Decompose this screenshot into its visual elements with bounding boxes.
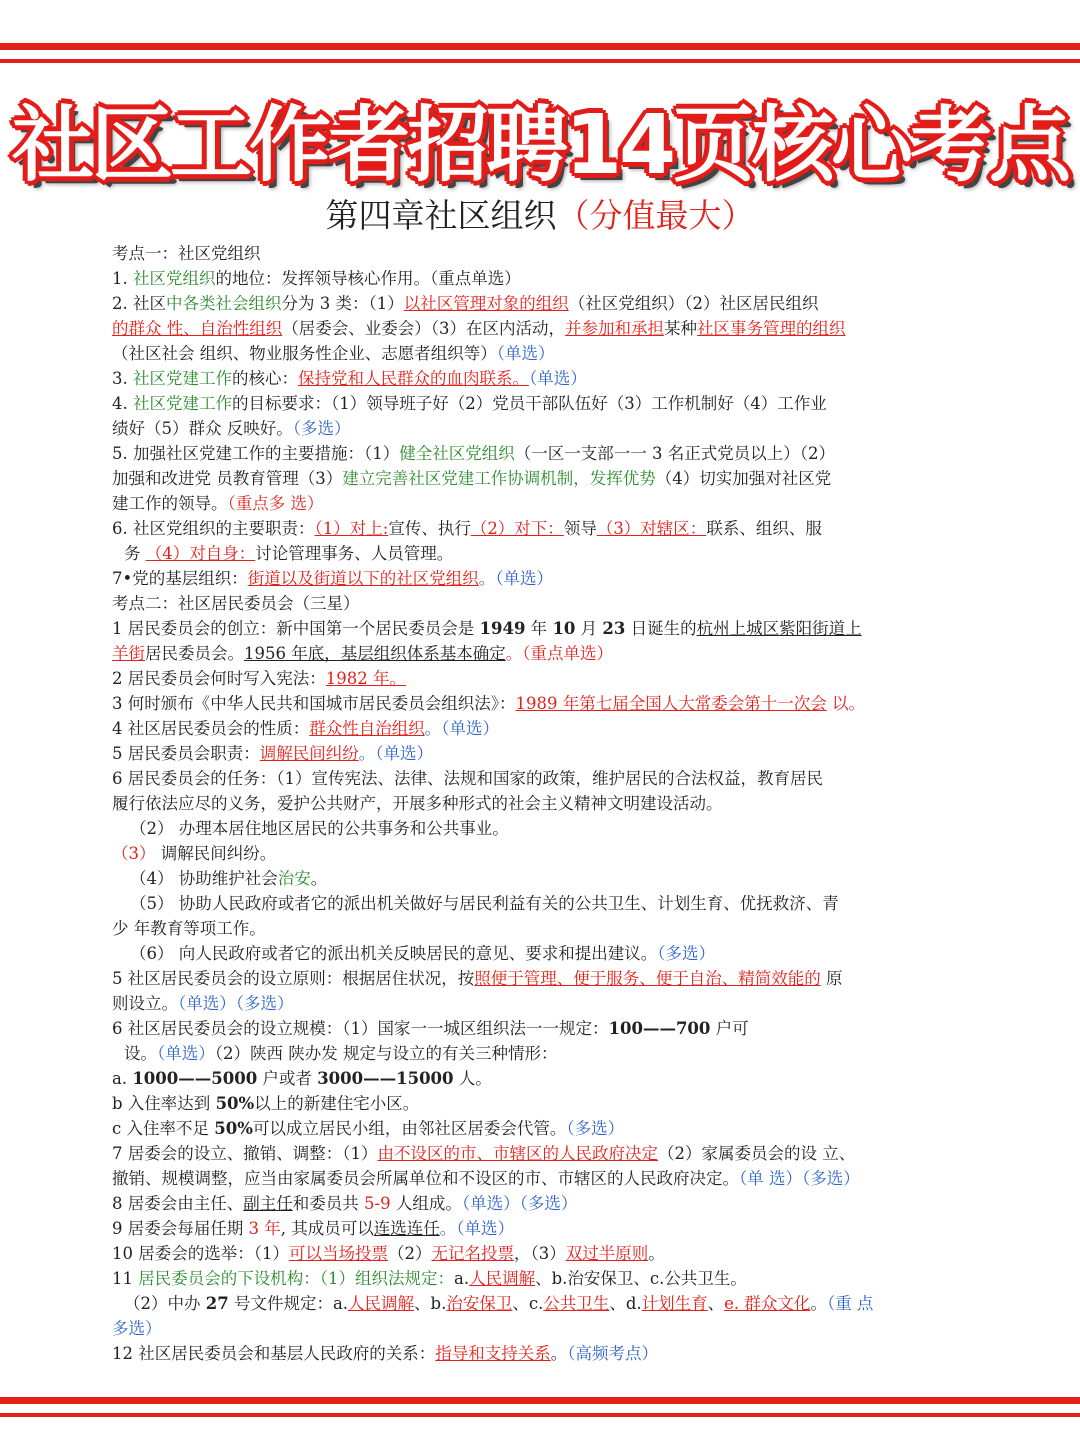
note-text-segment: （单选）	[157, 1044, 215, 1063]
note-text-segment: 。	[810, 1294, 827, 1313]
note-text-segment: （多选）	[566, 1119, 625, 1138]
note-line	[112, 1066, 942, 1091]
note-text-segment: 双过半原则	[565, 1244, 649, 1263]
note-text-segment: 联系、组织、服	[706, 519, 822, 538]
chapter-note: （分值最大）	[556, 196, 755, 235]
note-text-segment: 社区党建工作	[133, 394, 232, 413]
note-text-segment: （高频考点）	[567, 1344, 658, 1363]
note-text-segment: 10 居委会的选举：（1）	[112, 1244, 289, 1263]
note-line	[112, 941, 942, 966]
note-text-segment: 。	[648, 1244, 665, 1263]
note-text-segment: 羊街	[112, 644, 145, 663]
note-line	[112, 1041, 942, 1066]
note-text-segment: 公共卫生	[543, 1294, 610, 1313]
note-text-segment: 连选连任	[373, 1219, 440, 1238]
note-text-segment: 。（单选）	[478, 569, 553, 588]
note-text-segment: 3.	[112, 369, 133, 388]
note-text-segment: 6. 社区党组织的主要职责：	[112, 519, 315, 538]
note-text-segment: 居民委员会的下设机构：（1）组织法规定：	[138, 1269, 454, 1288]
note-line	[112, 766, 942, 791]
note-text-segment: （2）对下：	[470, 519, 564, 538]
top-red-stripe-thick	[0, 43, 1080, 50]
note-text-segment: 的地位：发挥领导核心作用。（重点单选）	[215, 269, 521, 288]
note-text-segment: （居委会、业委会）（3）在区内活动，	[282, 319, 565, 338]
note-text-segment: a.	[112, 1069, 133, 1088]
note-line	[112, 1091, 942, 1116]
note-text-segment: （单选）	[496, 344, 555, 363]
note-text-segment: 治安	[277, 869, 311, 888]
note-text-segment: 照便于管理、便于服务、便于自治、精简效能的	[474, 969, 821, 988]
note-text-segment: 人民调解	[348, 1294, 415, 1313]
note-line	[112, 691, 942, 716]
note-text-segment: 中各类社会组织	[166, 294, 282, 313]
note-line	[112, 1216, 942, 1241]
note-text-segment: 可以当场投票	[289, 1244, 388, 1263]
note-text-segment: 的核心：	[232, 369, 298, 388]
note-text-segment: 1000——5000	[132, 1069, 258, 1088]
note-line	[112, 991, 942, 1016]
note-text-segment: 杭州上城区紫阳街道上	[696, 619, 862, 638]
note-text-segment: 建工作的领导。	[112, 494, 228, 513]
note-text-segment: 街道以及街道以下的社区党组织	[247, 569, 479, 588]
note-text-segment: 1982 年。	[325, 669, 406, 688]
note-text-segment: （2） 办理本居住地区居民的公共事务和公共事业。	[130, 819, 509, 838]
note-text-segment: 7•党的基层组织：	[112, 569, 248, 588]
note-text-segment: 。（单选）	[439, 1219, 514, 1238]
note-line	[112, 241, 942, 266]
note-line	[112, 591, 942, 616]
note-text-segment: （3）	[112, 844, 156, 863]
note-line	[112, 816, 942, 841]
note-line	[112, 1341, 942, 1366]
note-text-segment: e. 群众文化	[724, 1294, 811, 1313]
note-text-segment: 5 居民委员会职责：	[112, 744, 260, 763]
note-text-segment: 以上的新建住宅小区。	[254, 1094, 420, 1113]
notes-body	[112, 241, 942, 1366]
note-text-segment: 、b.治安保卫、c.公共卫生。	[535, 1269, 747, 1288]
note-text-segment: 2. 社区	[112, 294, 166, 313]
note-text-segment: 的目标要求：（1）领导班子好（2）党员干部队伍好（3）工作机制好（4）工作业	[232, 394, 827, 413]
note-text-segment: 27	[205, 1294, 229, 1313]
note-text-segment: 23	[602, 619, 626, 638]
note-text-segment: 讨论管理事务、人员管理。	[255, 544, 454, 563]
note-text-segment: 2 居民委员会何时写入宪法：	[112, 669, 326, 688]
note-text-segment: 1956 年底，基层组织体系基本确定	[244, 644, 506, 663]
note-text-segment: （社区社会 组织、物业服务性企业、志愿者组织等）	[112, 344, 497, 363]
note-line	[112, 291, 942, 316]
note-text-segment: 9 居委会每届任期	[112, 1219, 249, 1238]
note-text-segment: 1 居民委员会的创立：新中国第一个居民委员会是	[112, 619, 480, 638]
note-text-segment: 户或者	[257, 1069, 318, 1088]
note-line	[112, 666, 942, 691]
note-text-segment: （2）家属委员会的设 立、	[658, 1144, 856, 1163]
note-text-segment: 50%	[214, 1119, 253, 1138]
note-text-segment: （多选）	[657, 944, 715, 963]
note-line	[112, 541, 942, 566]
note-text-segment: 1949	[479, 619, 526, 638]
note-text-segment: 多选）	[112, 1319, 162, 1338]
note-text-segment: 可以成立居民小组，由邻社区居委会代管。	[252, 1119, 567, 1138]
note-line	[112, 566, 942, 591]
note-line	[112, 916, 942, 941]
chapter-heading	[0, 190, 1080, 237]
note-line	[112, 316, 942, 341]
note-line	[112, 1016, 942, 1041]
note-text-segment: （单选）（多选）	[461, 1194, 578, 1213]
note-text-segment: （2）中办	[124, 1294, 206, 1313]
note-text-segment: 无记名投票	[431, 1244, 514, 1263]
note-text-segment: （4） 协助维护社会	[130, 869, 278, 888]
note-text-segment: 并参加和承担	[565, 319, 664, 338]
note-text-segment: 日诞生的	[625, 619, 697, 638]
note-text-segment: 11	[112, 1269, 139, 1288]
note-text-segment: 务	[124, 544, 146, 563]
note-line	[112, 1241, 942, 1266]
note-text-segment: 撤销、规模调整，应当由家属委员会所属单位和不设区的市、市辖区的人民政府决定。	[112, 1169, 739, 1188]
note-text-segment: （4）切实加强对社区党	[655, 469, 832, 488]
note-text-segment: 、c.	[512, 1294, 544, 1313]
note-line	[112, 1141, 942, 1166]
note-text-segment: （多选）	[292, 419, 351, 438]
note-text-segment: 建立完善社区党建工作协调机制，发挥优势	[342, 469, 656, 488]
note-line	[112, 366, 942, 391]
note-text-segment: 6 居民委员会的任务：（1）宣传宪法、法律、法规和国家的政策，维护居民的合法权益，教育居民	[112, 769, 823, 788]
note-line	[112, 391, 942, 416]
note-line	[112, 441, 942, 466]
note-line	[112, 966, 942, 991]
note-text-segment: 治安保卫	[446, 1294, 513, 1313]
note-text-segment: 1.	[112, 269, 133, 288]
note-text-segment: a.	[454, 1269, 470, 1288]
note-text-segment: 。	[310, 869, 328, 888]
note-text-segment: 以社区管理对象的组织	[403, 294, 569, 313]
note-text-segment: 月	[575, 619, 603, 638]
note-text-segment: 加强和改进党 员教育管理（3）	[112, 469, 343, 488]
note-line	[112, 616, 942, 641]
chapter-title: 第四章社区组织	[325, 196, 557, 235]
note-line	[112, 516, 942, 541]
note-text-segment: （1）对上:	[314, 519, 389, 538]
note-text-segment: c 入住率不足	[112, 1119, 215, 1138]
note-text-segment: 健全社区党组织	[399, 444, 515, 463]
note-text-segment: , 其成员可以	[280, 1219, 374, 1238]
note-text-segment: 则设立。	[112, 994, 178, 1013]
note-text-segment: 由不设区的市、市辖区的人民政府决定	[377, 1144, 658, 1163]
note-text-segment: 考点二：社区居民委员会（三星）	[112, 594, 360, 613]
note-text-segment: 、d.	[609, 1294, 642, 1313]
note-text-segment: 4.	[112, 394, 133, 413]
note-text-segment: 3000——15000	[317, 1069, 454, 1088]
note-text-segment: 8 居委会由主任、	[112, 1194, 244, 1213]
note-text-segment: 50%	[215, 1094, 255, 1113]
note-text-segment: b 入住率达到	[112, 1094, 216, 1113]
note-text-segment: 居民委员会。	[145, 644, 244, 663]
note-text-segment: 3 何时颁布《中华人民共和国城市居民委员会组织法》：	[112, 694, 516, 713]
note-text-segment: 5 社区居民委员会的设立原则：根据居住状况，按	[112, 969, 475, 988]
note-text-segment: 12 社区居民委员会和基层人民政府的关系：	[112, 1344, 436, 1363]
note-text-segment: 以。	[826, 694, 865, 713]
note-text-segment: 4 社区居民委员会的性质：	[112, 719, 310, 738]
note-text-segment: 和委员共	[292, 1194, 364, 1213]
note-text-segment: 群众性自治组织	[309, 719, 425, 738]
note-text-segment: 宣传、执行	[388, 519, 471, 538]
note-text-segment: ，（3）	[514, 1244, 566, 1263]
note-text-segment: 绩好（5）群众 反映好。	[112, 419, 293, 438]
note-text-segment: （单 选）（多选）	[739, 1169, 860, 1188]
note-text-segment: 履行依法应尽的义务，爱护公共财产，开展多种形式的社会主义精神文明建设活动。	[112, 794, 723, 813]
note-text-segment: 的群众 性、自治性组织	[112, 319, 283, 338]
note-line	[112, 891, 942, 916]
note-line	[112, 791, 942, 816]
note-text-segment: （一区一支部一一 3 名正式党员以上）（2）	[514, 444, 835, 463]
note-text-segment: 考点一：社区党组织	[112, 244, 261, 263]
note-text-segment: 调解民间纠纷。	[155, 844, 277, 863]
note-text-segment: 人组成。	[390, 1194, 462, 1213]
note-line	[112, 741, 942, 766]
note-line	[112, 1191, 942, 1216]
note-text-segment: 领导	[563, 519, 597, 538]
note-text-segment: 6 社区居民委员会的设立规模：（1）国家一一城区组织法一一规定：	[112, 1019, 609, 1038]
note-text-segment: （2）	[388, 1244, 432, 1263]
note-line	[112, 641, 942, 666]
note-text-segment: 户可	[710, 1019, 749, 1038]
note-text-segment: 3 年	[248, 1219, 281, 1238]
note-text-segment: （2）陕西 陕办发 规定与设立的有关三种情形：	[214, 1044, 558, 1063]
note-text-segment: 、	[707, 1294, 725, 1313]
note-line	[112, 1291, 942, 1316]
note-text-segment: （4）对自身：	[145, 544, 256, 563]
note-text-segment: 5. 加强社区党建工作的主要措施：（1）	[112, 444, 400, 463]
note-text-segment: 。	[550, 1344, 568, 1363]
note-line	[112, 1266, 942, 1291]
note-text-segment: 10	[552, 619, 576, 638]
note-line	[112, 1316, 942, 1341]
note-text-segment: 设。	[124, 1044, 157, 1063]
note-text-segment: 指导和支持关系	[435, 1344, 551, 1363]
note-line	[112, 491, 942, 516]
note-text-segment: 调解民间纠纷	[259, 744, 359, 763]
note-text-segment: 人民调解	[469, 1269, 536, 1288]
note-line	[112, 1116, 942, 1141]
note-text-segment: 原	[820, 969, 843, 988]
note-text-segment: 。（单选）	[424, 719, 499, 738]
note-line	[112, 716, 942, 741]
banner-title: 社区工作者招聘14页核心考点	[11, 98, 1069, 193]
note-text-segment: 5-9	[364, 1194, 391, 1213]
top-red-stripe-thin	[0, 59, 1080, 63]
note-text-segment: （单选）	[529, 369, 587, 388]
note-text-segment: （单选）（多选）	[178, 994, 294, 1013]
note-text-segment: 社区党建工作	[133, 369, 232, 388]
note-text-segment: 分为 3 类：（1）	[281, 294, 404, 313]
note-text-segment: 年	[525, 619, 553, 638]
note-text-segment: 少 年教育等项工作。	[112, 919, 266, 938]
note-text-segment: 1989 年第七届全国人大常委会第十一次会	[515, 694, 827, 713]
note-text-segment: 。（单选）	[358, 744, 433, 763]
note-text-segment: （重 点	[826, 1294, 874, 1313]
bottom-red-stripe-thick	[0, 1397, 1080, 1404]
note-text-segment: 社区事务管理的组织	[697, 319, 846, 338]
note-line	[112, 266, 942, 291]
note-text-segment: 计划生育	[641, 1294, 708, 1313]
note-text-segment: （6） 向人民政府或者它的派出机关反映居民的意见、要求和提出建议。	[130, 944, 658, 963]
note-text-segment: 人。	[453, 1069, 492, 1088]
note-line	[112, 866, 942, 891]
note-line	[112, 466, 942, 491]
note-text-segment: 副主任	[243, 1194, 293, 1213]
note-text-segment: 某种	[664, 319, 697, 338]
note-text-segment: 。（重点单选）	[505, 644, 613, 663]
note-text-segment: （5） 协助人民政府或者它的派出机关做好与居民利益有关的公共卫生、计划生育、优抚救济、青	[130, 894, 839, 913]
note-text-segment: 保持党和人民群众的血肉联系。	[298, 369, 529, 388]
note-text-segment: 100——700	[608, 1019, 711, 1038]
note-line	[112, 341, 942, 366]
note-text-segment: 号文件规定：a.	[228, 1294, 349, 1313]
bottom-red-stripe-thin	[0, 1413, 1080, 1417]
note-text-segment: （社区党组织）（2）社区居民组织	[568, 294, 819, 313]
note-text-segment: 社区党组织	[133, 269, 216, 288]
note-text-segment: （3）对辖区：	[596, 519, 707, 538]
note-text-segment: （重点多 选）	[227, 494, 324, 513]
note-text-segment: 7 居委会的设立、撤销、调整：（1）	[112, 1144, 378, 1163]
note-text-segment: 、b.	[414, 1294, 447, 1313]
note-line	[112, 841, 942, 866]
note-line	[112, 1166, 942, 1191]
note-line	[112, 416, 942, 441]
